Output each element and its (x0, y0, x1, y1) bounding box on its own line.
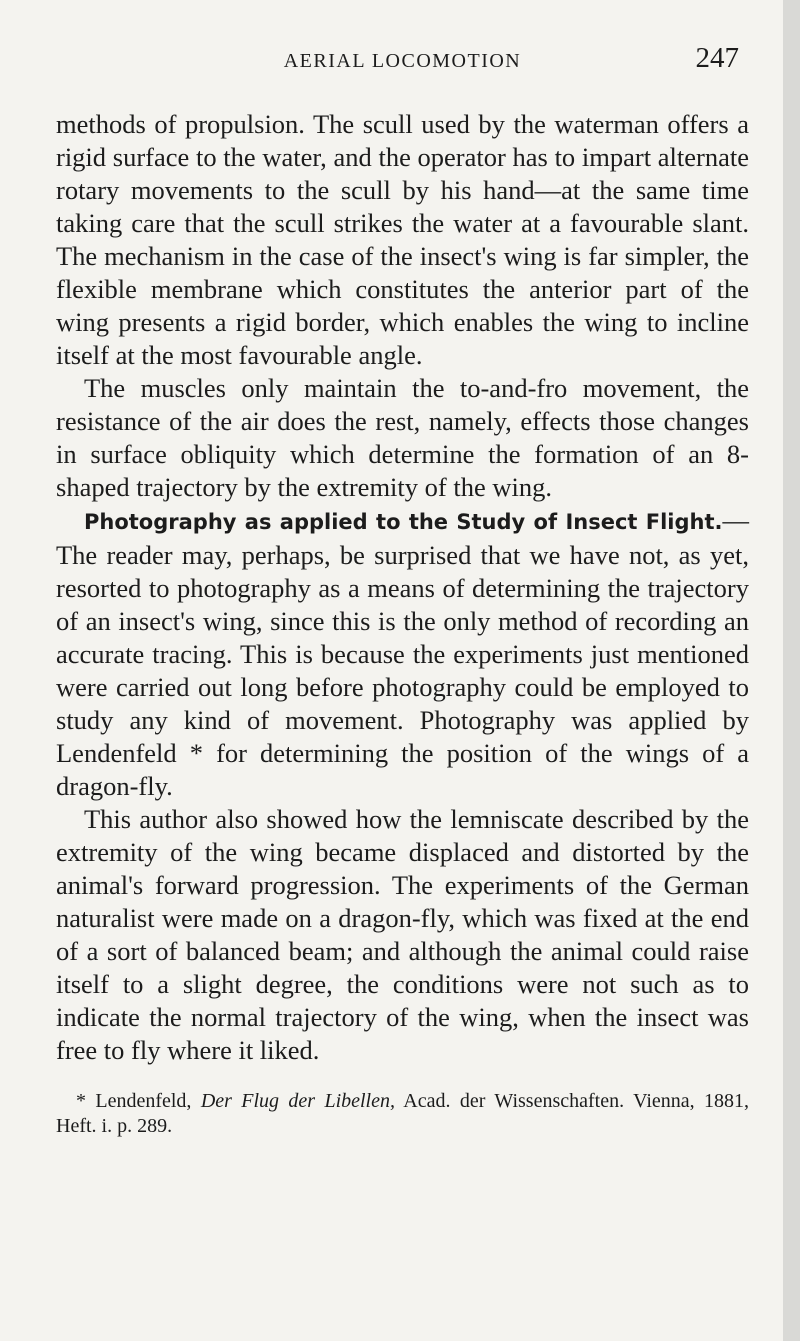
page-header (56, 38, 749, 86)
paragraph-3 (56, 504, 749, 803)
paragraph-4: This author also showed how the lemniscate described by the extremity of the wing became displaced and distorted by the animal's forward progression. The experiments of the German naturalist were made on a dragon-fly, which was fixed at the end of a sort of balanced beam; and although the animal could raise itself to a slight degree, the conditions were not such as to indicate the normal trajectory of the wing, when the insect was free to fly where it liked. (56, 804, 749, 1065)
footnote (56, 1089, 749, 1139)
section-heading: Photography as applied to the Study of Insect Flight. (84, 510, 723, 534)
footnote-marker: * Lendenfeld, (76, 1090, 192, 1112)
paragraph-1: methods of propulsion. The scull used by the waterman offers a rigid surface to the water, and the operator has to impart alternate rotary movements to the scull by his hand—at the same time taking care that the scull strikes the water at a favourable slant. The mechanism in the case of the insect's wing is far simpler, the flexible membrane which constitutes the anterior part of the wing presents a rigid border, which enables the wing to incline itself at the most favourable angle. (56, 109, 749, 370)
footnote-citation: Acad. der Wissenschaften. Vienna, 1881, Heft. i. p. 289. (56, 1090, 749, 1137)
page-number: 247 (695, 42, 739, 74)
paragraph-3-text: —The reader may, perhaps, be surprised that we have not, as yet, resorted to photography as a means of determining the trajectory of an insect's wing, since this is the only method of recording an accurate tracing. This is because the experiments just mentioned were carried out long before photography could be employed to study any kind of movement. Photography was applied by Lendenfeld * for determining the position of the wings of a dragon-fly. (56, 505, 749, 801)
body-text (56, 108, 749, 1067)
paragraph-2: The muscles only maintain the to-and-fro movement, the resistance of the air does the rest, namely, effects those changes in surface obliquity which determine the formation of an 8-shaped trajectory by the extremity of the wing. (56, 373, 749, 502)
footnote-title: Der Flug der Libellen, (200, 1090, 395, 1112)
running-head: AERIAL LOCOMOTION (283, 50, 522, 72)
